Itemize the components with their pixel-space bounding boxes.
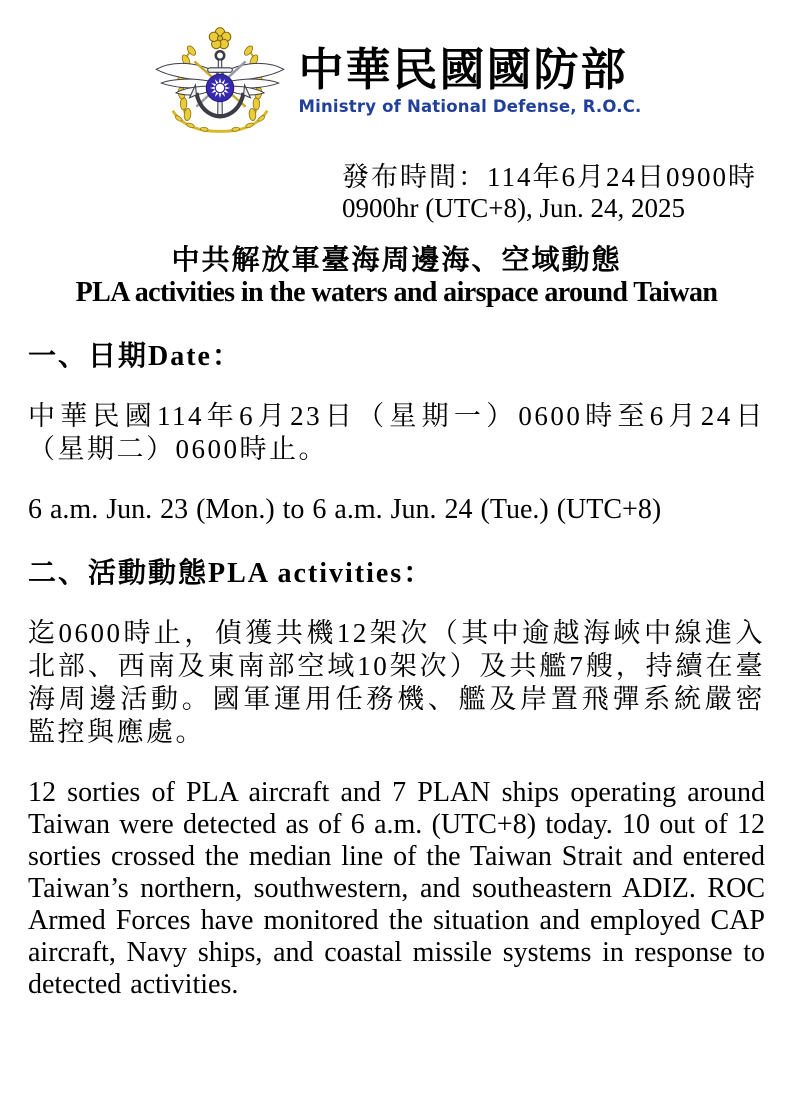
- section-heading-activities: 二、活動動態PLA activities：: [28, 558, 434, 589]
- org-name-zh: 中華民國國防部: [298, 45, 628, 95]
- release-time-en: 0900hr (UTC+8), Jun. 24, 2025: [342, 193, 685, 223]
- document-title-en: PLA activities in the waters and airspace around Taiwan: [75, 277, 718, 308]
- document-body: [28, 342, 765, 1001]
- document-title-zh: 中共解放軍臺海周邊海、空域動態: [171, 245, 622, 276]
- org-title-block: [298, 26, 641, 116]
- release-time-zh: 發布時間：114年6月24日0900時: [342, 162, 757, 192]
- release-time-block: [342, 162, 793, 224]
- section-heading-date: 一、日期Date：: [28, 341, 242, 372]
- document-title: [0, 244, 793, 309]
- mnd-emblem-icon: [151, 26, 289, 146]
- activities-paragraph-zh: 迄0600時止，偵獲共機12架次（其中逾越海峽中線進入北部、西南及東南部空域10架次）及共艦7艘，持續在臺海周邊活動。國軍運用任務機、艦及岸置飛彈系統嚴密監控與應處。: [28, 618, 765, 747]
- mnd-header: [0, 0, 793, 146]
- activities-paragraph-en: 12 sorties of PLA aircraft and 7 PLAN ships operating around Taiwan were detected as of 6 a.m. (UTC+8) today. 10 out of 12 sorties crossed the median line of the Taiwan Strait and entered Taiwan’s northern, southwestern, and southeastern ADIZ. ROC Armed Forces have monitored the situation and employed CAP aircraft, Navy ships, and coastal missile systems in response to detected activities.: [28, 777, 765, 1000]
- date-paragraph-en: 6 a.m. Jun. 23 (Mon.) to 6 a.m. Jun. 24 (Tue.) (UTC+8): [28, 494, 662, 525]
- date-paragraph-zh: 中華民國114年6月23日（星期一）0600時至6月24日（星期二）0600時止。: [28, 401, 765, 464]
- org-name-en: Ministry of National Defense, R.O.C.: [298, 96, 642, 116]
